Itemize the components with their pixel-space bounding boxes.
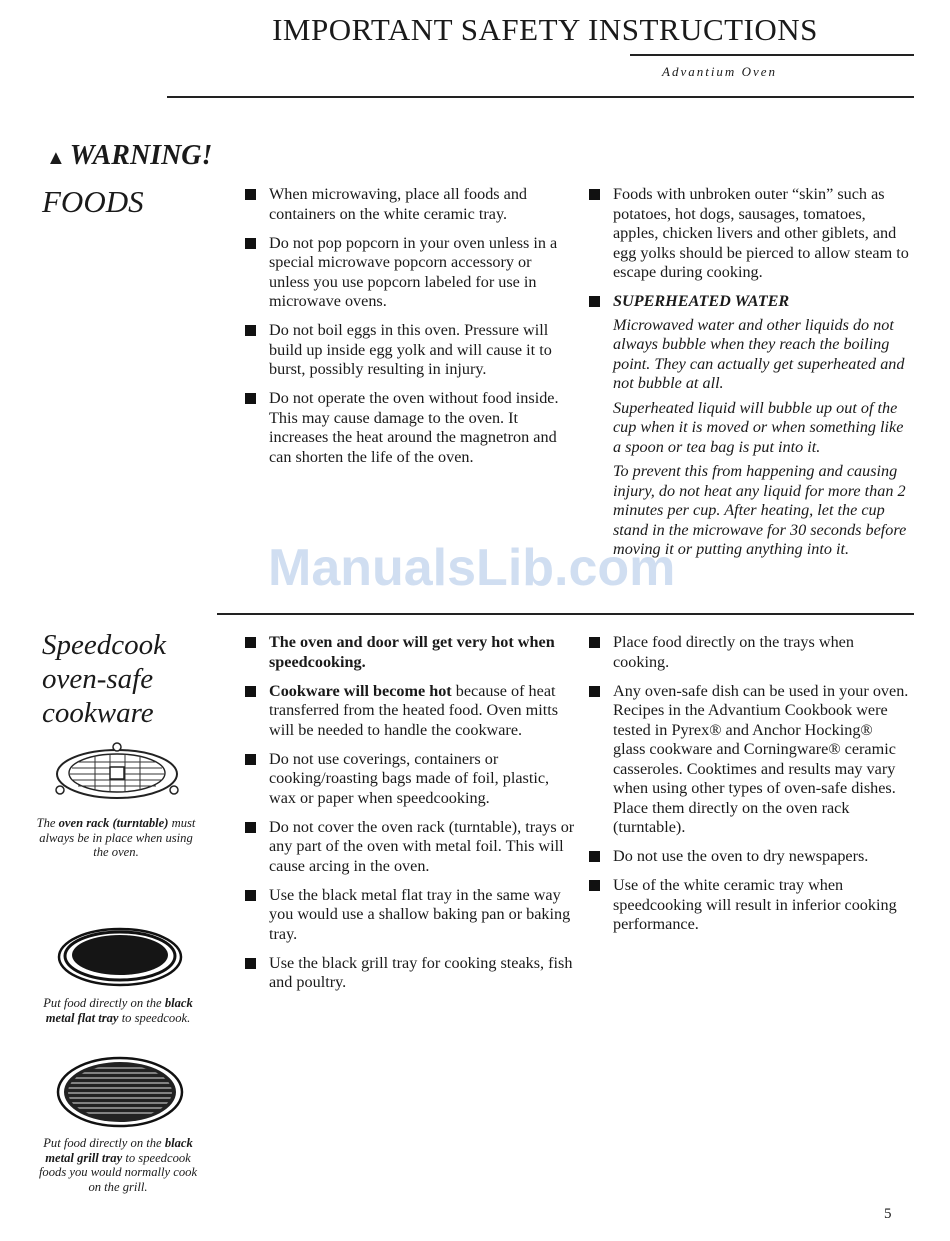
list-item: Do not use coverings, containers or cooking/roasting bags made of foil, plastic, wax or paper when speedcooking. (245, 750, 575, 809)
bullet-icon (245, 754, 256, 765)
list-item: Any oven-safe dish can be used in your oven. Recipes in the Advantium Cookbook were tested in Pyrex® and Anchor Hocking® glass cookware and Corningware® ceramic casseroles. Cooktimes and results may vary when using other types of oven-safe dishes. Place them directly on the oven rack (turntable). (589, 682, 909, 838)
foods-heading: FOODS (42, 184, 144, 219)
speedcook-column-1 (245, 633, 575, 1002)
superheated-paragraph: Microwaved water and other liquids do not always bubble when they reach the boiling point. They can actually get superheated and not bubble at all. (613, 315, 905, 392)
list-item: When microwaving, place all foods and containers on the white ceramic tray. (245, 185, 565, 224)
grill-tray-illustration (56, 1056, 184, 1128)
superheated-water-heading: SUPERHEATED WATER (613, 292, 790, 310)
bullet-icon (589, 686, 600, 697)
bullet-icon (245, 890, 256, 901)
speedcook-heading: Speedcook oven-safe cookware (42, 629, 166, 729)
bullet-icon (245, 325, 256, 336)
page-number: 5 (884, 1206, 892, 1222)
superheated-paragraph: To prevent this from happening and causing injury, do not heat any liquid for more than 2 minutes per cup. After heating, let the cup stand in the microwave for 30 seconds before moving it or putting anything into it. (613, 462, 907, 558)
list-item: Place food directly on the trays when cooking. (589, 633, 909, 672)
bullet-icon (245, 393, 256, 404)
bullet-icon (245, 238, 256, 249)
bullet-icon (589, 851, 600, 862)
oven-rack-caption: The oven rack (turntable) must always be in place when using the oven. (36, 816, 196, 859)
oven-rack-illustration (50, 742, 190, 802)
superheated-paragraph: Superheated liquid will bubble up out of the cup when it is moved or when something like a spoon or tea bag is put into it. (613, 398, 904, 456)
list-item: Do not use the oven to dry newspapers. (589, 847, 909, 867)
list-item: Use the black metal flat tray in the same way you would use a shallow baking pan or baking tray. (245, 886, 575, 945)
bullet-icon (245, 637, 256, 648)
list-item: Do not cover the oven rack (turntable), trays or any part of the oven with metal foil. This will cause arcing in the oven. (245, 818, 575, 877)
list-item: Foods with unbroken outer “skin” such as potatoes, hot dogs, sausages, tomatoes, apples, chicken livers and other giblets, and egg yolks should be pierced to allow steam to escape during cooking. (589, 185, 914, 283)
bullet-icon (589, 189, 600, 200)
foods-column-1 (245, 185, 565, 477)
bullet-icon (589, 296, 600, 307)
page-title: IMPORTANT SAFETY INSTRUCTIONS (272, 12, 818, 47)
bullet-icon (589, 880, 600, 891)
foods-column-2 (589, 185, 914, 565)
list-item: Cookware will become hot because of heat transferred from the heated food. Oven mitts will be needed to handle the cookware. (245, 682, 575, 741)
bullet-icon (245, 958, 256, 969)
header-rule (630, 54, 914, 56)
bullet-icon (589, 637, 600, 648)
list-item: Do not operate the oven without food inside. This may cause damage to the oven. It increases the heat around the magnetron and can shorten the life of the oven. (245, 389, 565, 467)
list-item: Do not pop popcorn in your oven unless in a special microwave popcorn accessory or unless you use popcorn labeled for use in microwave ovens. (245, 234, 565, 312)
speedcook-column-2 (589, 633, 909, 944)
list-item: Use of the white ceramic tray when speedcooking will result in inferior cooking performance. (589, 876, 909, 935)
list-item: Use the black grill tray for cooking steaks, fish and poultry. (245, 954, 575, 993)
list-item: Do not boil eggs in this oven. Pressure will build up inside egg yolk and will cause it to burst, possibly resulting in injury. (245, 321, 565, 380)
watermark: ManualsLib.com (268, 539, 676, 597)
bullet-icon (245, 822, 256, 833)
page-subtitle: Advantium Oven (662, 64, 778, 79)
section-divider (167, 96, 914, 98)
bullet-icon (245, 686, 256, 697)
flat-tray-caption: Put food directly on the black metal flat tray to speedcook. (43, 996, 193, 1025)
flat-tray-illustration (57, 923, 185, 988)
warning-heading (46, 140, 212, 172)
grill-tray-caption: Put food directly on the black metal grill tray to speedcook foods you would normally cook on the grill. (38, 1136, 198, 1194)
warning-label: WARNING! (69, 140, 213, 171)
list-item (589, 292, 914, 312)
bullet-icon (245, 189, 256, 200)
section-divider (217, 613, 914, 615)
list-item: The oven and door will get very hot when speedcooking. (245, 633, 575, 672)
warning-triangle-icon: ▲ (46, 147, 66, 169)
